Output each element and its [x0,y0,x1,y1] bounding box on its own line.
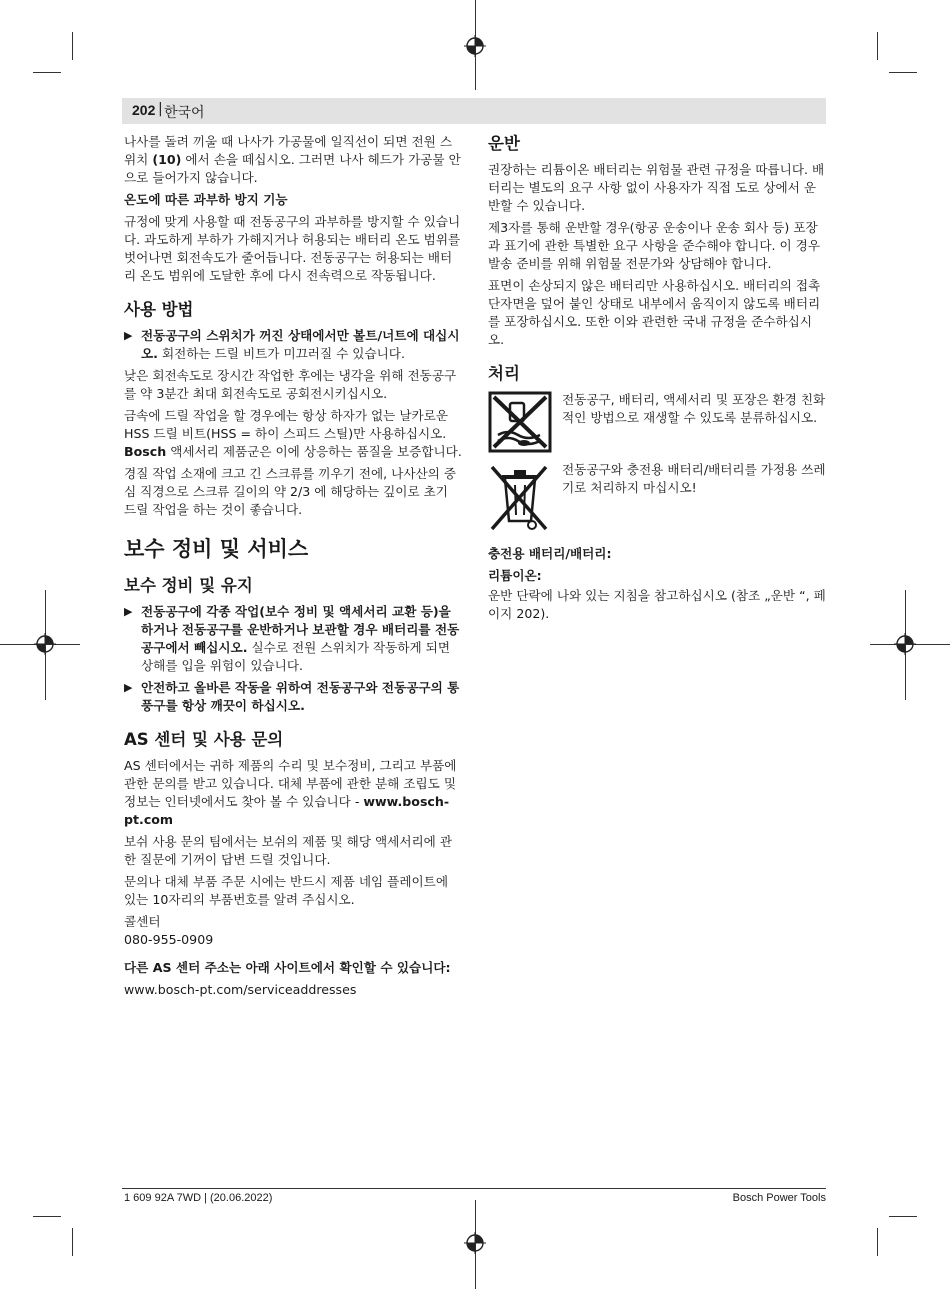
transport-title: 운반 [488,134,520,153]
maintenance-title: 보수 정비 및 서비스 [124,537,309,561]
registration-mark-icon [34,633,56,655]
right-column [488,133,826,627]
crop-mark [33,1216,61,1217]
other-as-note: 다른 AS 센터 주소는 아래 사이트에서 확인할 수 있습니다: [124,960,451,975]
crop-mark [33,72,61,73]
registration-mark-icon [464,1232,486,1254]
overload-title: 온도에 따른 과부하 방지 기능 [124,192,288,207]
crop-mark [889,1216,917,1217]
page-number: 202 [132,102,156,118]
crossed-bin-icon [488,461,552,533]
call-center-number: 080-955-0909 [124,932,214,947]
disposal-waste-text: 전동공구와 충전용 배터리/배터리를 가정용 쓰레기로 처리하지 마십시오! [562,462,826,495]
crop-mark [877,32,878,60]
registration-mark-icon [894,633,916,655]
maintenance-bullet: ▶ 전동공구에 각종 작업(보수 정비 및 액세서리 교환 등)을 하거나 전동공구를 운반하거나 보관할 경우 배터리를 전동공구에서 빼십시오. 실수로 전원 스위치가 작동하게 되면 상해를 입을 위험이 있습니다. [124,604,460,673]
no-dumping-icon [488,391,552,453]
crop-mark [889,72,917,73]
header-language: 한국어 [164,105,205,121]
usage-title: 사용 방법 [124,300,194,319]
service-addresses-link[interactable]: www.bosch-pt.com/serviceaddresses [124,982,357,997]
battery-title: 충전용 배터리/배터리: [488,546,612,561]
disposal-recycle-text: 전동공구, 배터리, 액세서리 및 포장은 환경 친화적인 방법으로 재생할 수 있도록 분류하십시오. [562,392,826,425]
footer-brand: Bosch Power Tools [732,1192,826,1204]
as-paragraph: AS 센터에서는 귀하 제품의 수리 및 보수정비, 그리고 부품에 관한 문의를 받고 있습니다. 대체 부품에 관한 분해 조립도 및 정보는 인터넷에서도 찾아 볼 수 있습니다 - www.bosch-pt.com [124,758,457,827]
disposal-waste-row [488,461,826,535]
disposal-recycle-row [488,391,826,455]
usage-paragraph: 낮은 회전속도로 장시간 작업한 후에는 냉각을 위해 전동공구를 약 3분간 최대 회전속도로 공회전시키십시오. [124,368,457,401]
page-header [122,98,826,124]
maintenance-bullet: ▶ 안전하고 올바른 작동을 위하여 전동공구와 전동공구의 통풍구를 항상 깨끗이 하십시오. [124,680,460,713]
bullet-icon: ▶ [124,329,133,342]
crop-mark [72,1228,73,1256]
left-column [124,133,464,1003]
call-center-label: 콜센터 [124,914,161,929]
crop-mark [877,1228,878,1256]
bullet-icon: ▶ [124,681,133,694]
registration-mark-icon [464,35,486,57]
footer-rule [122,1188,826,1189]
usage-paragraph: 금속에 드릴 작업을 할 경우에는 항상 하자가 없는 날카로운 HSS 드릴 비트(HSS = 하이 스피드 스틸)만 사용하십시오. Bosch 액세서리 제품군은 이에 상응하는 품질을 보증합니다. [124,408,462,459]
header-separator: | [158,101,163,117]
as-center-title: AS 센터 및 사용 문의 [124,730,284,749]
crop-mark [72,32,73,60]
as-paragraph: 보쉬 사용 문의 팀에서는 보쉬의 제품 및 해당 액세서리에 관한 질문에 기꺼이 답변 드릴 것입니다. [124,834,453,867]
disposal-title: 처리 [488,364,520,383]
bosch-link[interactable]: www.bosch-pt.com [124,794,450,827]
overload-text: 규정에 맞게 사용할 때 전동공구의 과부하를 방지할 수 있습니다. 과도하게 부하가 가해지거나 허용되는 배터리 온도 범위를 벗어나면 회전속도가 줄어듭니다. 전동공구는 허용되는 배터리 온도 범위에 도달한 후에 다시 전속력으로 작동됩니다. [124,214,461,283]
usage-bullet: ▶ 전동공구의 스위치가 꺼진 상태에서만 볼트/너트에 대십시오. 회전하는 드릴 비트가 미끄러질 수 있습니다. [124,328,460,361]
transport-paragraph: 권장하는 리튬이온 배터리는 위험물 관련 규정을 따릅니다. 배터리는 별도의 요구 사항 없이 사용자가 직접 도로 상에서 운반할 수 있습니다. [488,162,825,213]
intro-paragraph: 나사를 돌려 끼울 때 나사가 가공물에 일직선이 되면 전원 스위치 (10) 에서 손을 떼십시오. 그러면 나사 헤드가 가공물 안으로 들어가지 않습니다. [124,134,461,185]
bullet-icon: ▶ [124,605,133,618]
lithium-title: 리튬이온: [488,568,542,583]
transport-paragraph: 표면이 손상되지 않은 배터리만 사용하십시오. 배터리의 접촉 단자면을 덮어 붙인 상태로 내부에서 움직이지 않도록 배터리를 포장하십시오. 또한 이와 관련한 국내 규정을 준수하십시오. [488,278,821,347]
as-paragraph: 문의나 대체 부품 주문 시에는 반드시 제품 네임 플레이트에 있는 10자리의 부품번호를 알려 주십시오. [124,874,448,907]
maintenance-subtitle: 보수 정비 및 유지 [124,576,253,595]
footer-doc-code: 1 609 92A 7WD | (20.06.2022) [124,1192,273,1204]
lithium-text: 운반 단락에 나와 있는 지침을 참고하십시오 (참조 „운반 “, 페이지 202). [488,588,826,621]
usage-paragraph: 경질 작업 소재에 크고 긴 스크류를 끼우기 전에, 나사산의 중심 직경으로 스크류 길이의 약 2/3 에 해당하는 깊이로 초기 드릴 작업을 하는 것이 좋습니다. [124,466,457,517]
transport-paragraph: 제3자를 통해 운반할 경우(항공 운송이나 운송 회사 등) 포장과 표기에 관한 특별한 요구 사항을 준수해야 합니다. 이 경우 발송 준비를 위해 위험물 전문가와 상담해야 합니다. [488,220,821,271]
